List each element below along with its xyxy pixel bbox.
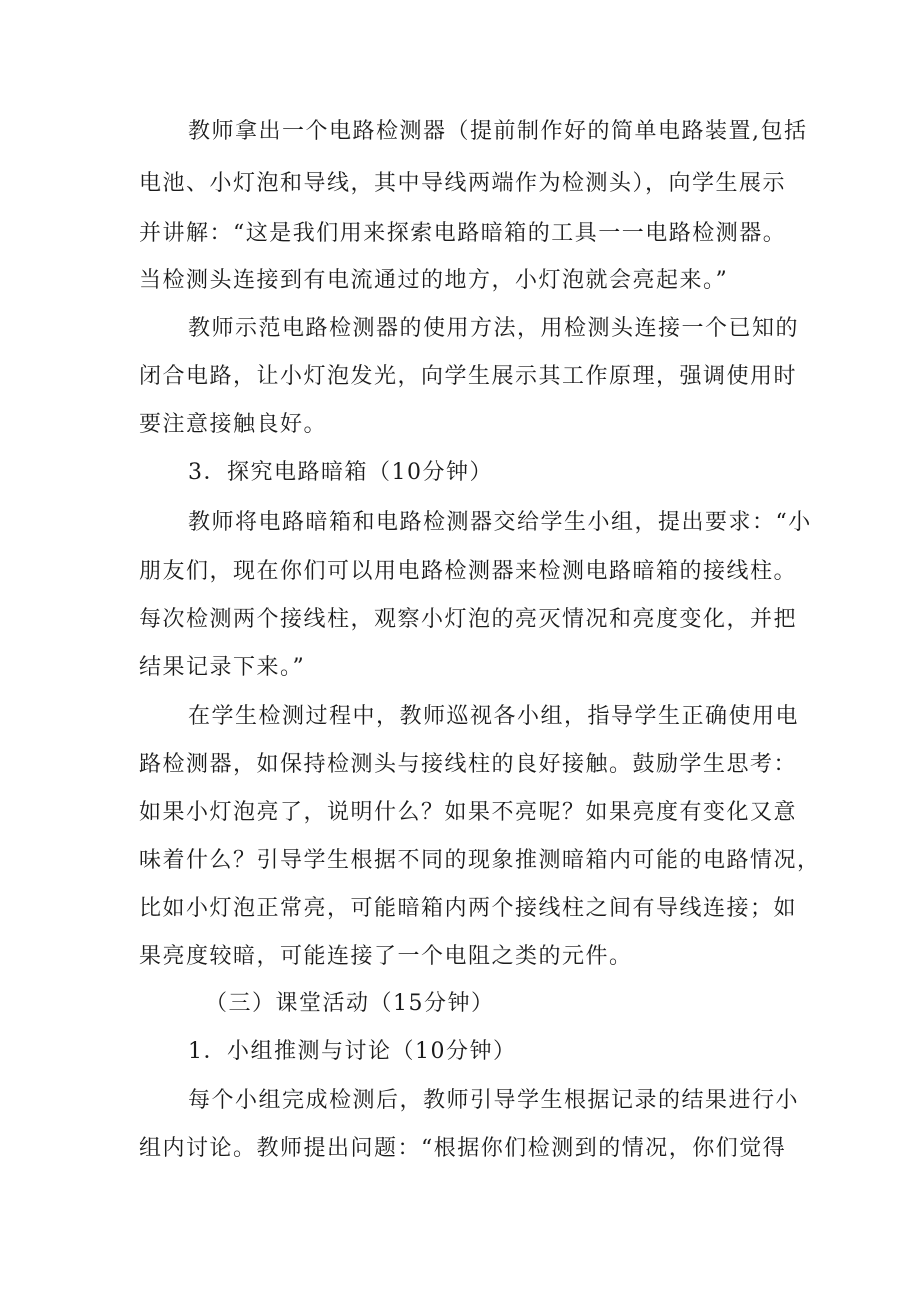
paragraph-line: 路检测器，如保持检测头与接线柱的良好接触。鼓励学生思考：: [139, 752, 798, 777]
subsection-heading: 1．小组推测与讨论（10分钟）: [188, 1039, 517, 1064]
paragraph-line: 每个小组完成检测后，教师引导学生根据记录的结果进行小: [188, 1088, 800, 1113]
paragraph-line: 电池、小灯泡和导线，其中导线两端作为检测头），向学生展示: [139, 171, 787, 196]
paragraph-line: 当检测头连接到有电流通过的地方，小灯泡就会亮起来。”: [139, 268, 729, 293]
paragraph-line: 在学生检测过程中，教师巡视各小组，指导学生正确使用电: [188, 704, 800, 729]
paragraph-line: 要注意接触良好。: [139, 412, 328, 437]
paragraph-line: 比如小灯泡正常亮，可能暗箱内两个接线柱之间有导线连接；如: [139, 896, 798, 921]
paragraph-line: 朋友们，现在你们可以用电路检测器来检测电路暗箱的接线柱。: [139, 559, 798, 584]
paragraph-line: 结果记录下来。”: [139, 655, 306, 680]
paragraph-line: 教师示范电路检测器的使用方法，用检测头连接一个已知的: [188, 316, 800, 341]
section-heading: （三）课堂活动（15分钟）: [205, 991, 495, 1016]
paragraph-line: 每次检测两个接线柱，观察小灯泡的亮灭情况和亮度变化，并把: [139, 607, 798, 632]
paragraph-line: 组内讨论。教师提出问题：“根据你们检测到的情况，你们觉得: [139, 1136, 787, 1161]
paragraph-line: 如果小灯泡亮了，说明什么？如果不亮呢？如果亮度有变化又意: [139, 800, 798, 825]
paragraph-line: 教师拿出一个电路检测器（提前制作好的简单电路装置,包括: [188, 119, 808, 144]
paragraph-line: 闭合电路，让小灯泡发光，向学生展示其工作原理，强调使用时: [139, 364, 798, 389]
section-heading: 3．探究电路暗箱（10分钟）: [188, 460, 493, 485]
paragraph-line: 果亮度较暗，可能连接了一个电阻之类的元件。: [139, 944, 633, 969]
paragraph-line: 味着什么？引导学生根据不同的现象推测暗箱内可能的电路情况，: [139, 848, 821, 873]
paragraph-line: 教师将电路暗箱和电路检测器交给学生小组，提出要求：“小: [188, 510, 812, 535]
paragraph-line: 并讲解：“这是我们用来探索电路暗箱的工具一一电路检测器。: [139, 221, 787, 246]
